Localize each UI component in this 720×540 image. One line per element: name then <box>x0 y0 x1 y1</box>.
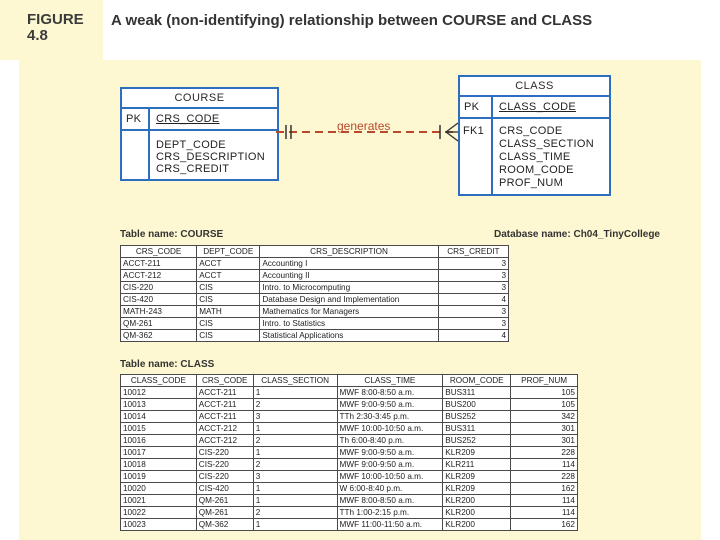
table-row <box>121 330 509 342</box>
table-cell: ACCT-211 <box>196 399 253 411</box>
table-cell: KLR209 <box>443 447 511 459</box>
table-cell: KLR200 <box>443 519 511 531</box>
table-row <box>121 447 578 459</box>
table-cell: MWF 8:00-8:50 a.m. <box>337 495 443 507</box>
table-cell: ACCT <box>197 258 260 270</box>
class-pk-label: PK <box>464 101 480 113</box>
table-cell: 3 <box>438 318 508 330</box>
table-cell: CIS-420 <box>196 483 253 495</box>
table-cell: MWF 11:00-11:50 a.m. <box>337 519 443 531</box>
table-cell: QM-261 <box>196 495 253 507</box>
table-row <box>121 483 578 495</box>
class-attr: PROF_NUM <box>499 177 564 189</box>
table-cell: QM-261 <box>121 318 197 330</box>
table-cell: ACCT-212 <box>196 423 253 435</box>
table-cell: 10014 <box>121 411 197 423</box>
table-cell: 301 <box>511 423 578 435</box>
table-row <box>121 411 578 423</box>
table-cell: 10015 <box>121 423 197 435</box>
table-row <box>121 495 578 507</box>
column-header: CLASS_SECTION <box>253 375 337 387</box>
table-row <box>121 387 578 399</box>
table-cell: Th 6:00-8:40 p.m. <box>337 435 443 447</box>
table-cell: 10012 <box>121 387 197 399</box>
column-header: CRS_CREDIT <box>438 246 508 258</box>
class-attr: CLASS_SECTION <box>499 138 594 150</box>
table-cell: QM-362 <box>196 519 253 531</box>
class-attr: CLASS_TIME <box>499 151 571 163</box>
table-cell: 342 <box>511 411 578 423</box>
table-cell: KLR200 <box>443 507 511 519</box>
table-row <box>121 318 509 330</box>
table-cell: ACCT-211 <box>196 387 253 399</box>
table-row <box>121 306 509 318</box>
table-cell: KLR209 <box>443 483 511 495</box>
table-cell: 301 <box>511 435 578 447</box>
table-cell: 114 <box>511 495 578 507</box>
table-row <box>121 471 578 483</box>
table-cell: 10019 <box>121 471 197 483</box>
class-entity-title: CLASS <box>515 80 554 92</box>
table-cell: ACCT-211 <box>121 258 197 270</box>
class-table <box>120 374 578 531</box>
table-cell: BUS252 <box>443 435 511 447</box>
table-cell: TTh 2:30-3:45 p.m. <box>337 411 443 423</box>
table-cell: 1 <box>253 483 337 495</box>
table-cell: 228 <box>511 447 578 459</box>
table-cell: 105 <box>511 387 578 399</box>
course-attr: CRS_CREDIT <box>156 163 230 175</box>
table-cell: KLR211 <box>443 459 511 471</box>
table-cell: 3 <box>438 258 508 270</box>
class-attr: ROOM_CODE <box>499 164 574 176</box>
table-cell: 228 <box>511 471 578 483</box>
table-cell: 2 <box>253 459 337 471</box>
table-cell: 10020 <box>121 483 197 495</box>
table-cell: 105 <box>511 399 578 411</box>
table-cell: Statistical Applications <box>260 330 438 342</box>
column-header: CRS_CODE <box>196 375 253 387</box>
course-attr: DEPT_CODE <box>156 139 226 151</box>
column-header: CLASS_TIME <box>337 375 443 387</box>
table-cell: W 6:00-8:40 p.m. <box>337 483 443 495</box>
course-table <box>120 245 509 342</box>
table-row <box>121 459 578 471</box>
figure-label-box <box>0 0 103 60</box>
class-pk-attr: CLASS_CODE <box>499 101 576 113</box>
table-cell: ACCT-212 <box>196 435 253 447</box>
table-cell: CIS-220 <box>196 447 253 459</box>
class-table-name: Table name: CLASS <box>120 359 215 370</box>
table-cell: 1 <box>253 387 337 399</box>
table-cell: 1 <box>253 519 337 531</box>
figure-panel <box>19 60 701 540</box>
database-name: Database name: Ch04_TinyCollege <box>494 229 660 240</box>
table-cell: CIS <box>197 282 260 294</box>
column-header: ROOM_CODE <box>443 375 511 387</box>
table-row <box>121 270 509 282</box>
course-entity-title: COURSE <box>174 92 225 104</box>
table-cell: MATH-243 <box>121 306 197 318</box>
table-cell: 2 <box>253 435 337 447</box>
table-cell: MWF 9:00-9:50 a.m. <box>337 447 443 459</box>
table-cell: MWF 10:00-10:50 a.m. <box>337 423 443 435</box>
table-cell: 10022 <box>121 507 197 519</box>
table-cell: 10021 <box>121 495 197 507</box>
course-pk-label: PK <box>126 113 142 125</box>
class-attr: CRS_CODE <box>499 125 563 137</box>
relationship-label: generates <box>337 119 391 133</box>
table-cell: 4 <box>438 330 508 342</box>
table-cell: QM-261 <box>196 507 253 519</box>
table-cell: BUS311 <box>443 387 511 399</box>
table-row <box>121 399 578 411</box>
table-cell: KLR209 <box>443 471 511 483</box>
table-cell: 10018 <box>121 459 197 471</box>
table-cell: 10016 <box>121 435 197 447</box>
course-table-name: Table name: COURSE <box>120 229 224 240</box>
table-cell: MWF 10:00-10:50 a.m. <box>337 471 443 483</box>
table-cell: CIS <box>197 318 260 330</box>
table-cell: 2 <box>253 507 337 519</box>
table-cell: 162 <box>511 483 578 495</box>
table-cell: 1 <box>253 447 337 459</box>
table-cell: 3 <box>438 270 508 282</box>
class-entity <box>458 75 611 196</box>
table-row <box>121 294 509 306</box>
table-cell: 10017 <box>121 447 197 459</box>
table-cell: 10013 <box>121 399 197 411</box>
table-cell: QM-362 <box>121 330 197 342</box>
table-cell: MWF 9:00-9:50 a.m. <box>337 399 443 411</box>
table-cell: 114 <box>511 507 578 519</box>
table-cell: MWF 9:00-9:50 a.m. <box>337 459 443 471</box>
table-cell: 4 <box>438 294 508 306</box>
figure-label-word: FIGURE <box>27 11 84 28</box>
table-cell: KLR200 <box>443 495 511 507</box>
column-header: DEPT_CODE <box>197 246 260 258</box>
figure-title: A weak (non-identifying) relationship between COURSE and CLASS <box>111 12 593 29</box>
table-cell: 114 <box>511 459 578 471</box>
table-cell: ACCT <box>197 270 260 282</box>
table-cell: 2 <box>253 399 337 411</box>
table-cell: Intro. to Statistics <box>260 318 438 330</box>
table-cell: Accounting II <box>260 270 438 282</box>
table-cell: 3 <box>253 471 337 483</box>
table-cell: CIS-220 <box>196 459 253 471</box>
column-header: CLASS_CODE <box>121 375 197 387</box>
column-header: PROF_NUM <box>511 375 578 387</box>
table-row <box>121 519 578 531</box>
figure-number: 4.8 <box>27 27 48 44</box>
table-cell: 162 <box>511 519 578 531</box>
table-row <box>121 423 578 435</box>
figure-label <box>27 12 84 44</box>
table-cell: CIS <box>197 330 260 342</box>
course-pk-attr: CRS_CODE <box>156 113 220 125</box>
table-cell: 3 <box>438 306 508 318</box>
class-fk-label: FK1 <box>463 125 485 137</box>
table-cell: Intro. to Microcomputing <box>260 282 438 294</box>
table-cell: ACCT-211 <box>196 411 253 423</box>
table-cell: MATH <box>197 306 260 318</box>
table-cell: BUS200 <box>443 399 511 411</box>
table-cell: CIS-220 <box>196 471 253 483</box>
course-attr: CRS_DESCRIPTION <box>156 151 266 163</box>
table-cell: 1 <box>253 423 337 435</box>
course-entity <box>120 87 279 181</box>
table-cell: Database Design and Implementation <box>260 294 438 306</box>
table-cell: BUS311 <box>443 423 511 435</box>
column-header: CRS_DESCRIPTION <box>260 246 438 258</box>
table-cell: MWF 8:00-8:50 a.m. <box>337 387 443 399</box>
table-cell: 10023 <box>121 519 197 531</box>
table-cell: ACCT-212 <box>121 270 197 282</box>
table-row <box>121 282 509 294</box>
table-row <box>121 507 578 519</box>
table-cell: 1 <box>253 495 337 507</box>
table-row <box>121 435 578 447</box>
header-bar <box>0 0 720 60</box>
table-cell: CIS-420 <box>121 294 197 306</box>
table-cell: TTh 1:00-2:15 p.m. <box>337 507 443 519</box>
table-cell: Accounting I <box>260 258 438 270</box>
table-cell: Mathematics for Managers <box>260 306 438 318</box>
table-cell: 3 <box>253 411 337 423</box>
table-cell: CIS-220 <box>121 282 197 294</box>
table-row <box>121 258 509 270</box>
column-header: CRS_CODE <box>121 246 197 258</box>
table-cell: 3 <box>438 282 508 294</box>
table-cell: CIS <box>197 294 260 306</box>
table-cell: BUS252 <box>443 411 511 423</box>
